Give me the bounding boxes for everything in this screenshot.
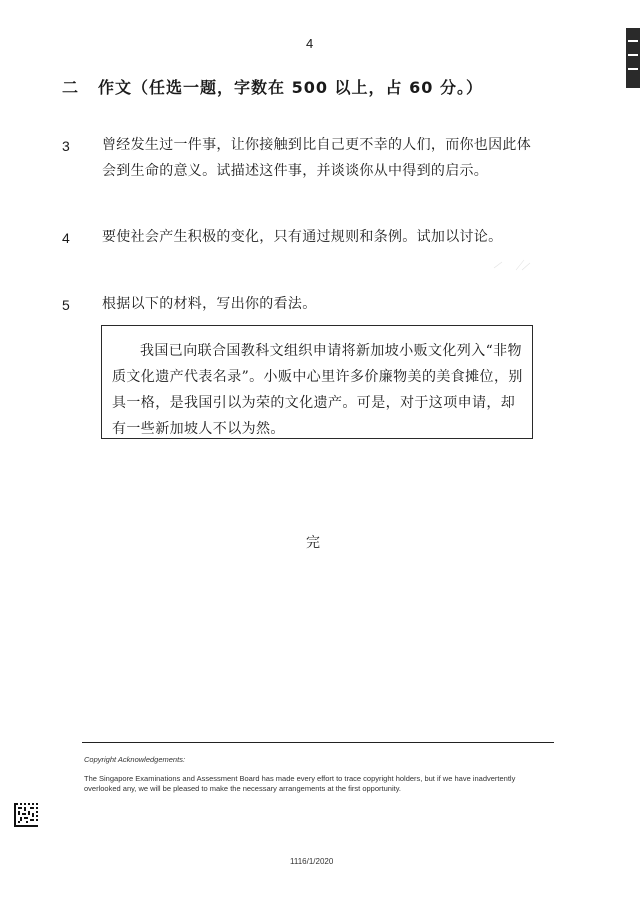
datamatrix-barcode-icon [14, 803, 38, 827]
page-number: 4 [306, 36, 314, 51]
section-heading [62, 75, 483, 98]
material-text: 我国已向联合国教科文组织申请将新加坡小贩文化列入“非物质文化遗产代表名录”。小贩中心里许多价廉物美的美食摊位，别具一格，是我国引以为荣的文化遗产。可是，对于这项申请，却有一些新加坡人不以为然。 [112, 343, 523, 437]
question-3-line-2: 会到生命的意义。试描述这件事，并谈谈你从中得到的启示。 [102, 163, 489, 179]
material-box [101, 325, 533, 439]
copyright-body: The Singapore Examinations and Assessment Board has made every effort to trace copyright holders, but if we have inadvertently overlooked any, we will be pleased to make the necessary arrangements at the first opportunity. [84, 774, 516, 793]
question-4-text [102, 224, 582, 250]
question-3-text [102, 132, 582, 184]
section-number: 二 [62, 78, 80, 97]
paper-code: 1116/1/2020 [290, 857, 334, 866]
question-4-line-1: 要使社会产生积极的变化，只有通过规则和条例。试加以讨论。 [102, 229, 503, 245]
question-3-number: 3 [62, 138, 70, 154]
copyright-title: Copyright Acknowledgements: [84, 755, 186, 764]
question-3-line-1: 曾经发生过一件事，让你接触到比自己更不幸的人们，而你也因此体 [102, 137, 531, 153]
question-5-text [102, 291, 582, 317]
question-5-line-1: 根据以下的材料，写出你的看法。 [102, 296, 317, 312]
section-title: 作文（任选一题，字数在 500 以上，占 60 分。） [98, 78, 483, 97]
question-4-number: 4 [62, 230, 70, 246]
end-mark: 完 [306, 535, 320, 551]
question-5-number: 5 [62, 297, 70, 313]
scan-speck-decoration [492, 258, 532, 272]
footer-divider [82, 742, 554, 743]
edge-tab-marker [626, 28, 640, 88]
